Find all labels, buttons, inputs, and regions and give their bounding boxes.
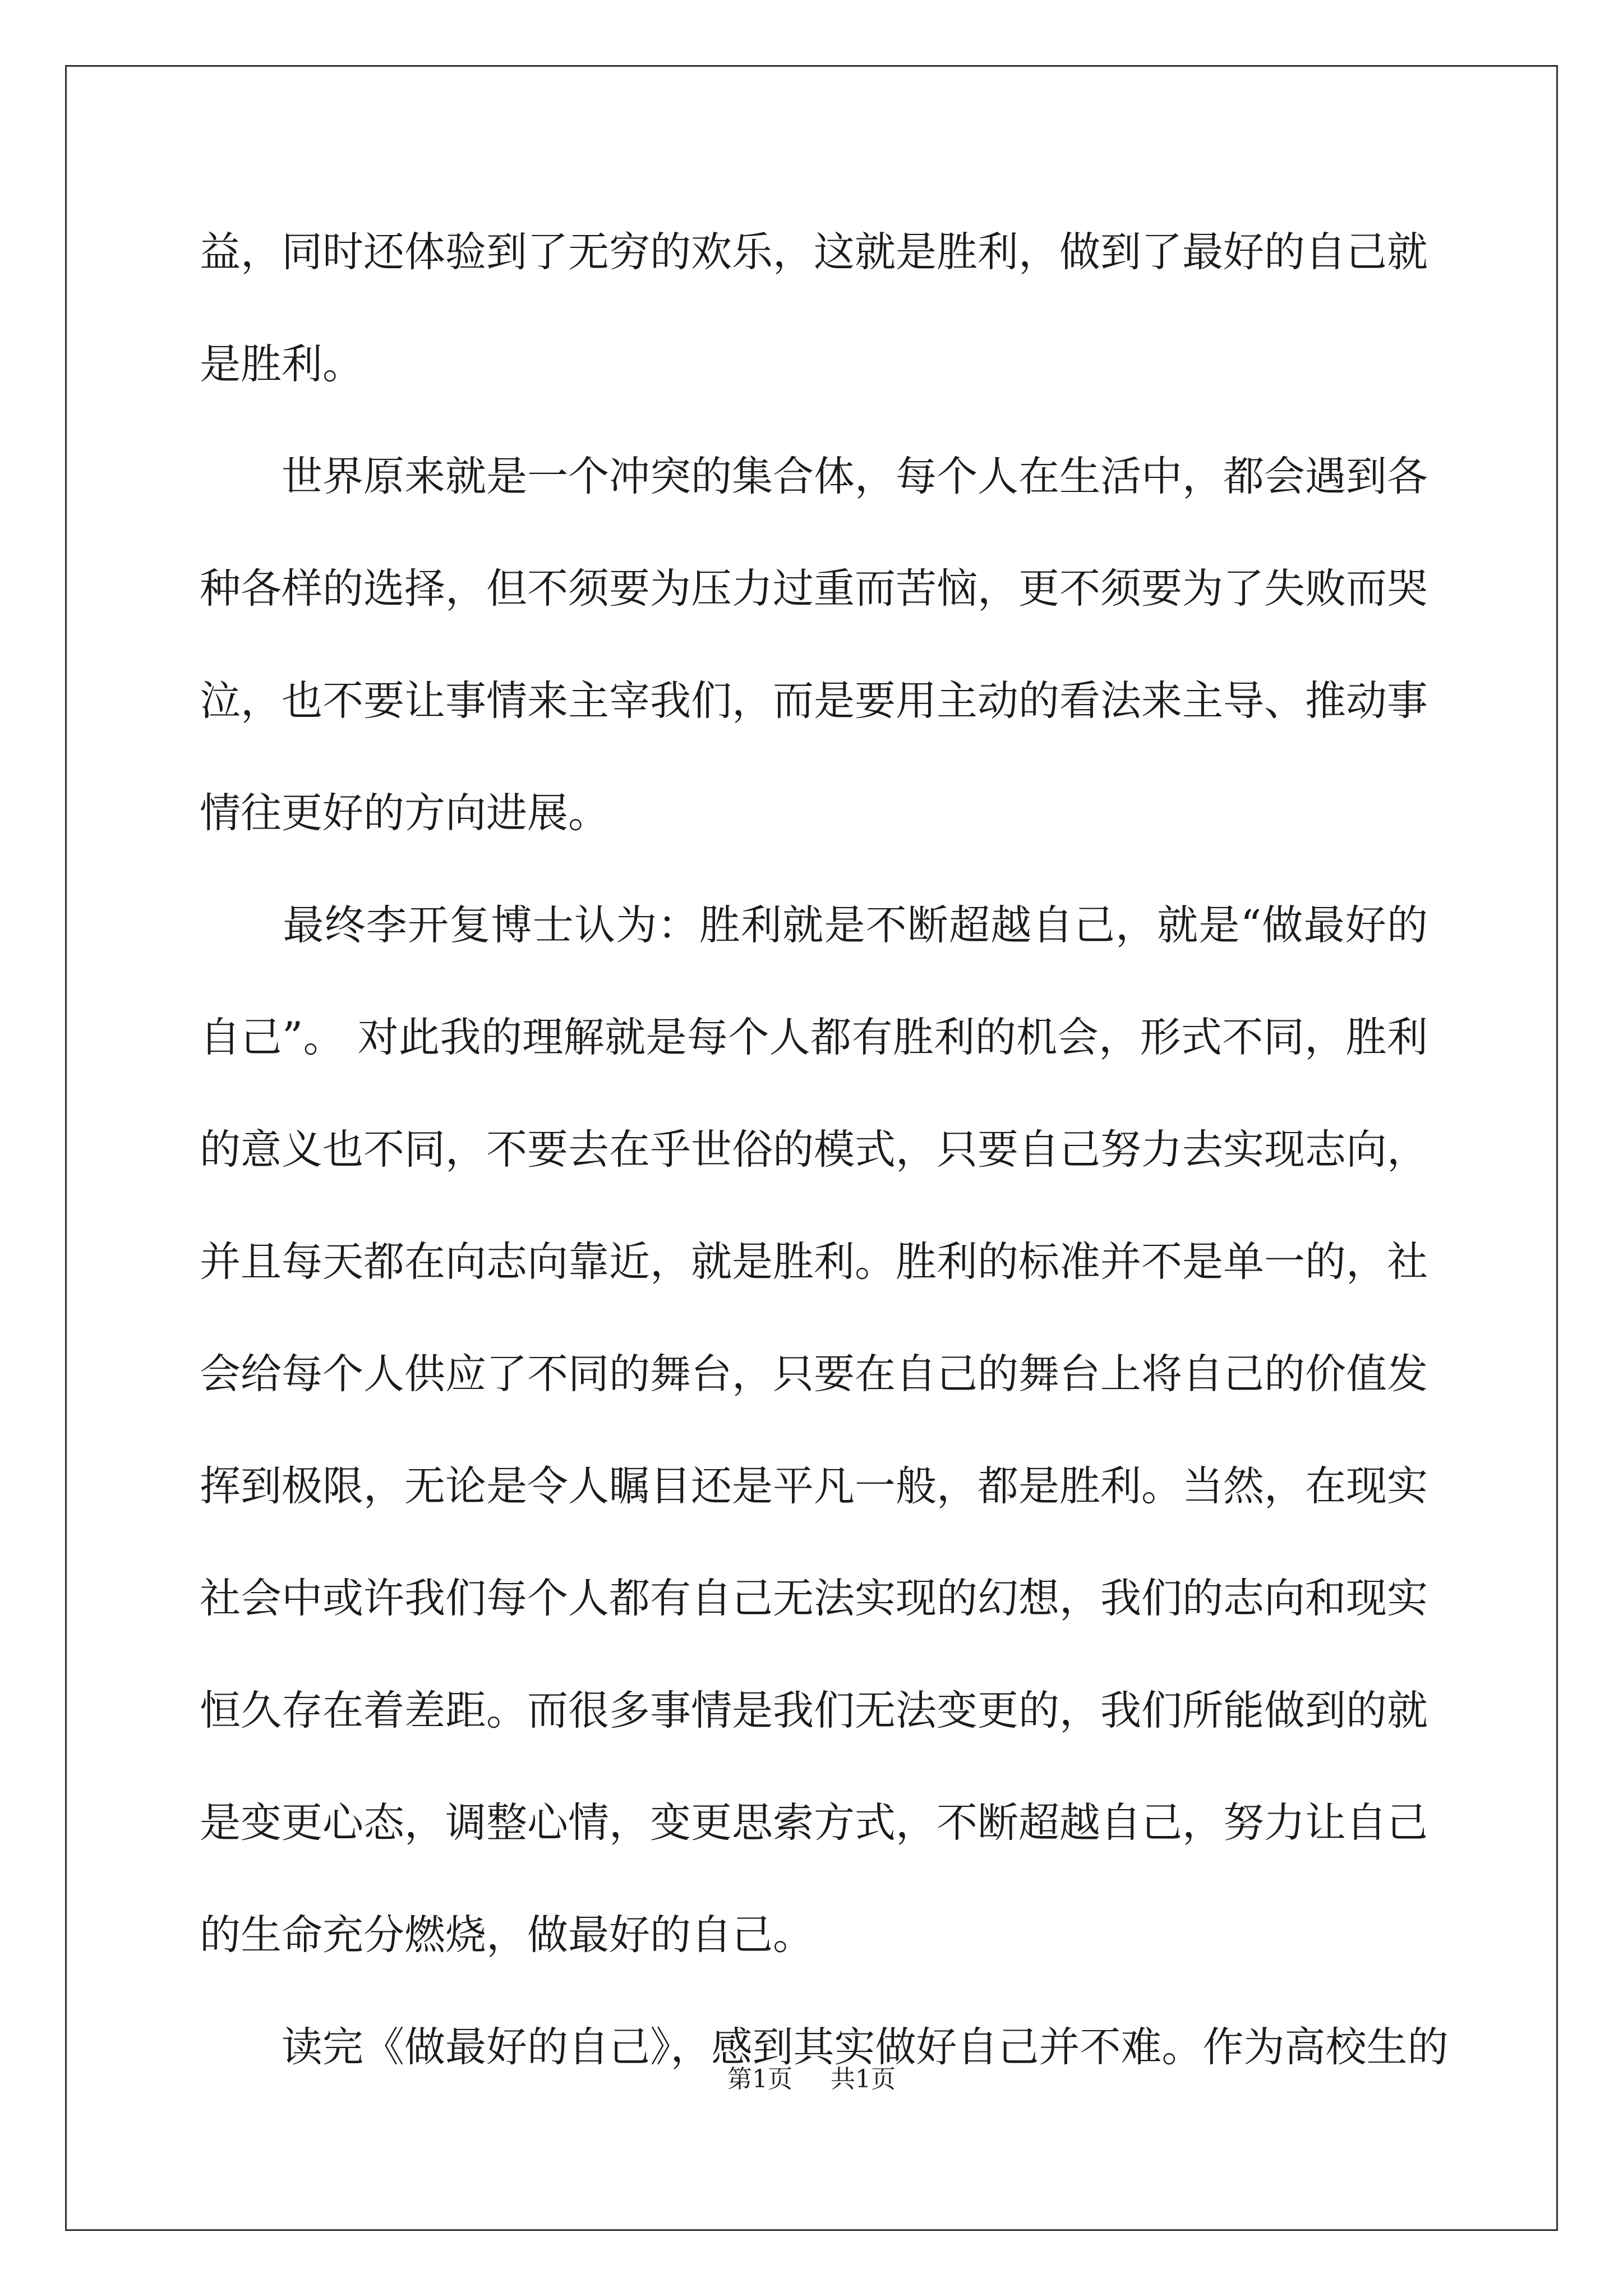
page-footer [0,2059,1623,2095]
text-line: 的意义也不同，不要去在乎世俗的模式，只要自己努力去实现志向， [200,1126,1428,1174]
text-line: 是胜利。 [200,341,363,388]
text-line: 种各样的选择，但不须要为压力过重而苦恼，更不须要为了失败而哭 [200,565,1428,613]
text-line: 并且每天都在向志向靠近，就是胜利。胜利的标准并不是单一的，社 [200,1238,1428,1286]
paragraph-start-line: 读完《做最好的自己》，感到其实做好自己并不难。作为高校生的 [200,2023,1449,2071]
text-line: 情往更好的方向进展。 [200,789,609,837]
text-line: 恒久存在着差距。而很多事情是我们无法变更的，我们所能做到的就 [200,1687,1428,1734]
text-line: 社会中或许我们每个人都有自己无法实现的幻想，我们的志向和现实 [200,1575,1428,1622]
paragraph-start-line: 世界原来就是一个冲突的集合体，每个人在生活中，都会遇到各 [200,453,1428,500]
text-line: 会给每个人供应了不同的舞台，只要在自己的舞台上将自己的价值发 [200,1350,1428,1398]
text-line: 泣，也不要让事情来主宰我们，而是要用主动的看法来主导、推动事 [200,677,1428,725]
page-number-total: 共1页 [831,2065,896,2093]
text-line: 是变更心态，调整心情，变更思索方式，不断超越自己，努力让自己 [200,1799,1428,1847]
document-body [200,219,1449,2126]
text-line: 益，同时还体验到了无穷的欢乐，这就是胜利，做到了最好的自己就 [200,228,1428,276]
text-line: 的生命充分燃烧，做最好的自己。 [200,1911,814,1959]
text-line: 自己”。 对此我的理解就是每个人都有胜利的机会，形式不同，胜利 [200,1014,1428,1061]
paragraph-start-line: 最终李开复博士认为：胜利就是不断超越自己，就是“做最好的 [200,901,1428,949]
page-number-current: 第1页 [727,2065,792,2093]
text-line: 挥到极限，无论是令人瞩目还是平凡一般，都是胜利。当然，在现实 [200,1462,1428,1510]
